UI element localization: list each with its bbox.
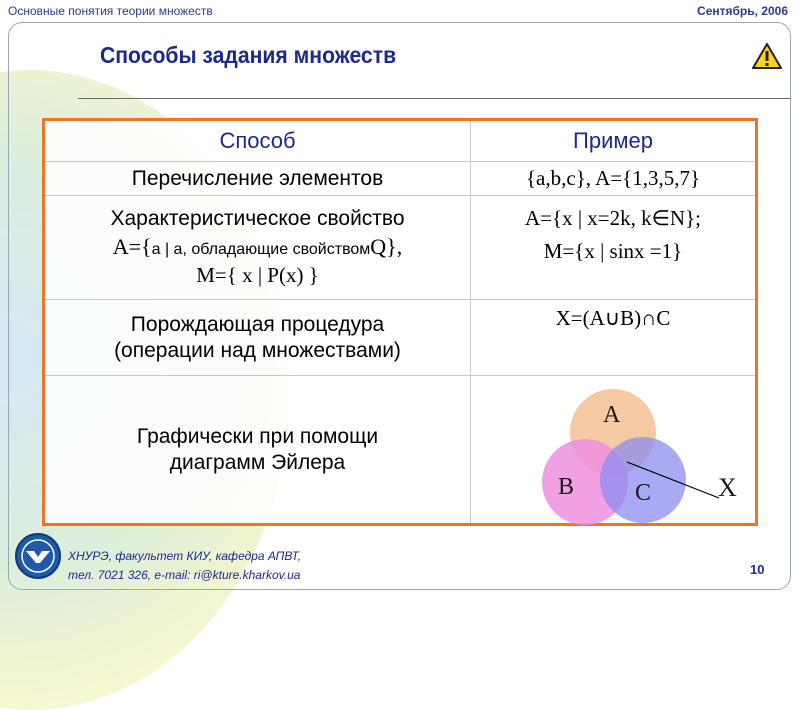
example-characteristic-line2: M={x | sinx =1}	[543, 239, 683, 263]
header-topic: Основные понятия теории множеств	[8, 4, 213, 18]
column-header-method: Способ	[44, 120, 471, 162]
method-characteristic-line2	[45, 234, 470, 260]
example-enumeration: {a,b,c}, A={1,3,5,7}	[471, 162, 757, 196]
example-characteristic-line1: A={x | x=2k, k∈N};	[524, 206, 701, 230]
methods-table	[42, 118, 758, 526]
method-procedure-line2: (операции над множествами)	[114, 338, 401, 362]
table-row	[44, 162, 757, 196]
set-b-label: B	[558, 474, 575, 500]
table-row	[44, 300, 757, 376]
method-characteristic-line3: M={ x | P(x) }	[196, 263, 319, 287]
set-c-label: C	[635, 480, 652, 506]
header-date: Сентябрь, 2006	[697, 4, 788, 18]
formula-part: A={	[112, 234, 152, 259]
method-graphic-line1: Графически при помощи	[136, 424, 379, 448]
footer-department: ХНУРЭ, факультет КИУ, кафедра АПВТ,	[68, 549, 302, 563]
example-procedure: X=(A∪B)∩C	[471, 300, 757, 376]
method-graphic-line2: диаграмм Эйлера	[169, 450, 346, 474]
column-header-example: Пример	[471, 120, 757, 162]
method-enumeration: Перечисление элементов	[44, 162, 471, 196]
set-a-label: A	[603, 402, 621, 428]
page-number: 10	[750, 562, 765, 577]
warning-icon	[751, 42, 783, 70]
table-row	[44, 196, 757, 300]
euler-diagram	[471, 376, 761, 526]
footer-contacts: тел. 7021 326, e-mail: ri@kture.kharkov.ua	[68, 568, 301, 582]
university-logo	[14, 531, 62, 581]
title-divider	[78, 98, 790, 99]
slide-title: Способы задания множеств	[100, 42, 397, 68]
formula-part: a | a, обладающие свойством	[151, 241, 371, 258]
table-row	[44, 376, 757, 525]
example-graphic	[471, 376, 757, 525]
example-characteristic	[471, 196, 757, 300]
formula-part: Q},	[370, 234, 403, 259]
method-procedure-line1: Порождающая процедура	[130, 312, 385, 336]
method-procedure	[44, 300, 471, 376]
table-header-row	[44, 120, 757, 162]
method-graphic	[44, 376, 471, 525]
method-characteristic	[44, 196, 471, 300]
set-x-label: X	[718, 473, 737, 502]
method-characteristic-line1: Характеристическое свойство	[110, 207, 405, 230]
